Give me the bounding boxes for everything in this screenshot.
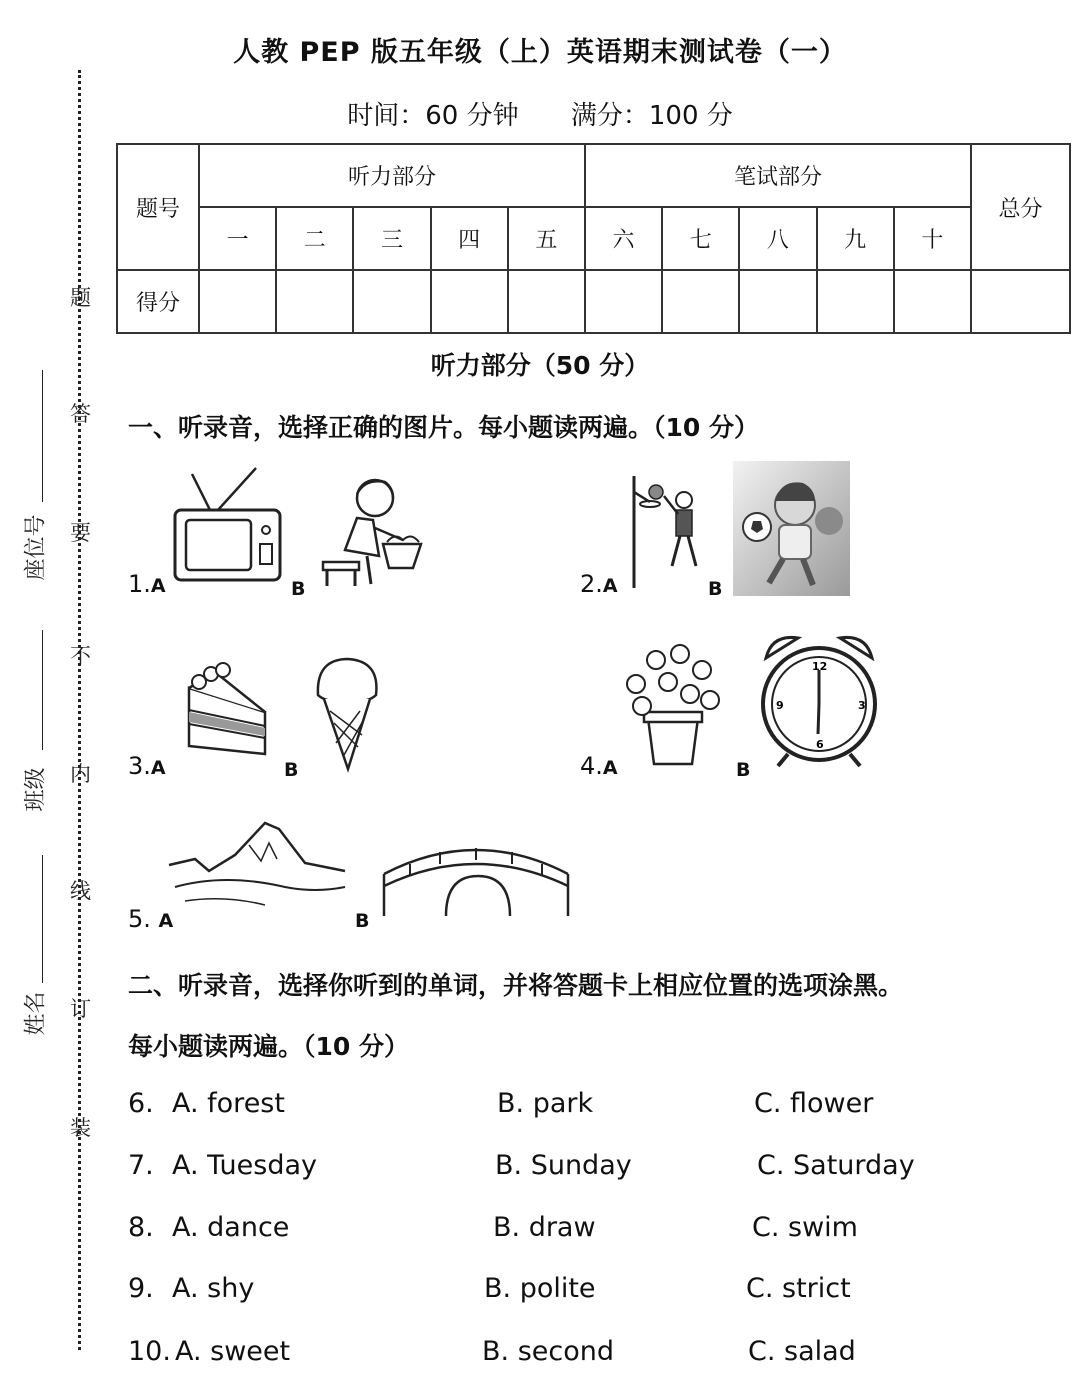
number-cell: 七	[662, 207, 739, 270]
number-cell: 六	[585, 207, 662, 270]
score-cell[interactable]	[662, 270, 739, 333]
part2-heading-line2: 每小题读两遍。（10 分）	[128, 1032, 409, 1061]
score-table	[116, 143, 1071, 334]
option-c[interactable]: C. Saturday	[757, 1150, 915, 1181]
margin-char: 线	[70, 879, 91, 903]
exam-time: 时间：60 分钟	[347, 101, 519, 131]
number-cell: 三	[353, 207, 430, 270]
option-a-label: A	[602, 757, 618, 779]
option-b-label: B	[355, 910, 370, 932]
question-number: 2.	[580, 570, 603, 598]
question-number: 9.	[128, 1273, 154, 1304]
margin-char: 要	[70, 521, 91, 545]
question-1	[128, 570, 166, 598]
svg-text:3: 3	[858, 699, 866, 712]
option-c[interactable]: C. flower	[754, 1088, 874, 1119]
option-b-label: B	[284, 759, 299, 781]
exam-info	[0, 95, 1080, 132]
option-c[interactable]: C. swim	[752, 1212, 858, 1243]
score-cell[interactable]	[276, 270, 353, 333]
option-b[interactable]: B. second	[482, 1336, 614, 1367]
flower-pot-icon[interactable]	[620, 640, 725, 770]
total-header: 总分	[971, 144, 1070, 270]
svg-text:6: 6	[816, 738, 824, 751]
exam-full-score: 满分：100 分	[570, 101, 733, 131]
number-cell: 十	[894, 207, 971, 270]
option-a-label: A	[602, 575, 618, 597]
listening-section-title: 听力部分（50 分）	[430, 351, 650, 380]
option-b-label: B	[736, 759, 751, 781]
option-a[interactable]: A. sweet	[175, 1336, 291, 1367]
seat-number-line	[42, 370, 43, 502]
question-number: 1.	[128, 570, 151, 598]
class-label: 班级	[23, 767, 49, 812]
margin-char: 不	[70, 644, 91, 668]
margin-char: 题	[70, 286, 91, 310]
name-line	[42, 855, 43, 983]
score-cell[interactable]	[585, 270, 662, 333]
number-cell: 二	[276, 207, 353, 270]
option-b-label: B	[708, 578, 723, 600]
mountain-icon[interactable]	[165, 815, 350, 915]
option-a[interactable]: A. forest	[172, 1088, 285, 1119]
listening-header: 听力部分	[199, 144, 585, 207]
option-a[interactable]: A. dance	[172, 1212, 290, 1243]
row-label-score: 得分	[117, 270, 199, 333]
option-b-label: B	[291, 578, 306, 600]
number-cell: 九	[817, 207, 894, 270]
option-a[interactable]: A. Tuesday	[172, 1150, 318, 1181]
question-number: 8.	[128, 1212, 154, 1243]
bridge-icon[interactable]	[380, 830, 575, 920]
girl-washing-icon[interactable]	[315, 472, 425, 592]
margin-char: 订	[70, 997, 91, 1021]
option-b[interactable]: B. polite	[484, 1273, 596, 1304]
score-cell[interactable]	[199, 270, 276, 333]
question-number: 3.	[128, 752, 151, 780]
total-score-cell[interactable]	[971, 270, 1070, 333]
score-cell[interactable]	[353, 270, 430, 333]
number-cell: 八	[739, 207, 816, 270]
score-cell[interactable]	[508, 270, 585, 333]
margin-char: 内	[70, 762, 91, 786]
football-boy-icon[interactable]	[733, 461, 850, 596]
option-a-label: A	[150, 757, 166, 779]
row-label-number: 题号	[117, 144, 199, 270]
option-b[interactable]: B. Sunday	[495, 1150, 632, 1181]
question-number: 7.	[128, 1150, 154, 1181]
cake-icon[interactable]	[185, 660, 275, 760]
score-cell[interactable]	[739, 270, 816, 333]
question-number: 4.	[580, 752, 603, 780]
class-line	[42, 630, 43, 750]
part2-heading-line1: 二、听录音，选择你听到的单词，并将答题卡上相应位置的选项涂黑。	[128, 971, 904, 1000]
option-a[interactable]: A. shy	[172, 1273, 255, 1304]
number-cell: 五	[508, 207, 585, 270]
writing-header: 笔试部分	[585, 144, 971, 207]
svg-text:9: 9	[776, 699, 784, 712]
score-cell[interactable]	[894, 270, 971, 333]
option-c[interactable]: C. strict	[746, 1273, 851, 1304]
margin-char: 答	[70, 402, 91, 426]
option-a-label: A	[158, 910, 174, 932]
option-a-label: A	[150, 575, 166, 597]
score-cell[interactable]	[431, 270, 508, 333]
question-number: 6.	[128, 1088, 154, 1119]
question-number: 10.	[128, 1336, 171, 1367]
question-3	[128, 752, 166, 780]
number-cell: 一	[199, 207, 276, 270]
option-c[interactable]: C. salad	[748, 1336, 856, 1367]
page-title: 人教 PEP 版五年级（上）英语期末测试卷（一）	[233, 37, 847, 68]
part1-heading: 一、听录音，选择正确的图片。每小题读两遍。（10 分）	[128, 413, 759, 442]
question-number: 5.	[128, 905, 159, 933]
seat-number-label: 座位号	[23, 514, 49, 581]
tv-icon[interactable]	[170, 464, 285, 584]
alarm-clock-icon[interactable]	[752, 630, 887, 770]
score-cell[interactable]	[817, 270, 894, 333]
number-cell: 四	[431, 207, 508, 270]
ice-cream-icon[interactable]	[312, 655, 382, 773]
name-label: 姓名	[23, 991, 49, 1036]
basketball-icon[interactable]	[610, 466, 720, 591]
option-b[interactable]: B. draw	[493, 1212, 596, 1243]
question-4	[580, 752, 618, 780]
binding-dotted-line	[78, 70, 81, 1350]
option-b[interactable]: B. park	[497, 1088, 594, 1119]
margin-char: 装	[70, 1116, 91, 1140]
svg-text:12: 12	[812, 660, 828, 673]
